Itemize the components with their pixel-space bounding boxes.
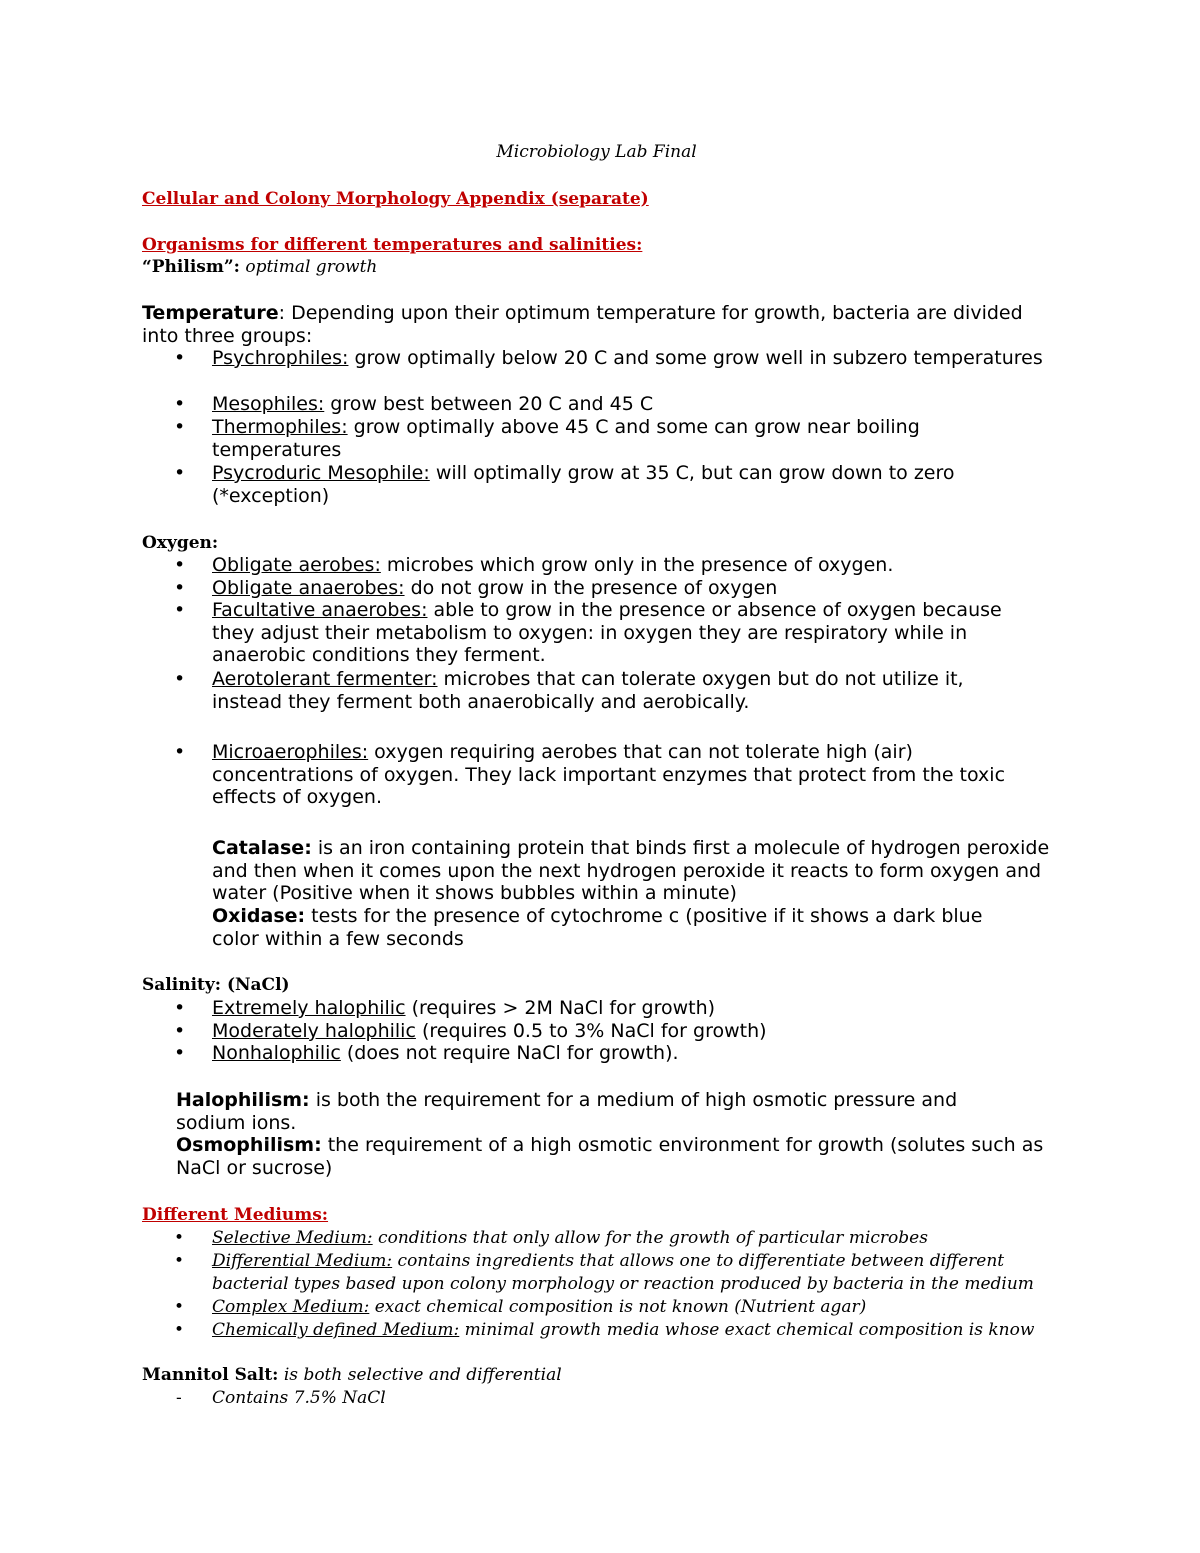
list-item: [212, 347, 1072, 370]
osmophilism-text: the requirement of a high osmotic environment for growth (solutes such as NaCl or sucrose): [176, 1134, 1044, 1179]
mediums-heading: Different Mediums:: [142, 1205, 329, 1225]
document-title: Microbiology Lab Final: [496, 142, 697, 162]
appendix-heading: Cellular and Colony Morphology Appendix (separate): [142, 189, 649, 209]
list-item-term: Thermophiles:: [212, 416, 348, 438]
temperature-label: Temperature: [142, 302, 279, 324]
list-item: [212, 1250, 1042, 1296]
temperature-intro: [142, 302, 1062, 347]
bullet-icon: •: [174, 1020, 186, 1042]
list-item-term: Facultative anaerobes:: [212, 599, 428, 621]
mannitol-dash: -: [176, 1388, 182, 1408]
list-item-text: (does not require NaCl for growth).: [340, 1042, 679, 1064]
list-item-term: Complex Medium:: [212, 1297, 370, 1317]
bullet-icon: •: [174, 1228, 185, 1248]
list-item-term: Microaerophiles:: [212, 741, 369, 763]
list-item-text: microbes which grow only in the presence of oxygen.: [380, 554, 894, 576]
temperature-intro-text: : Depending upon their optimum temperature for growth, bacteria are divided into three groups:: [142, 302, 1023, 347]
bullet-icon: •: [174, 1320, 185, 1340]
list-item-term: Obligate anaerobes:: [212, 577, 405, 599]
bullet-icon: •: [174, 462, 186, 484]
catalase-paragraph: [212, 837, 1052, 905]
mannitol-sub-item: Contains 7.5% NaCl: [212, 1388, 386, 1408]
list-item: [212, 1296, 1072, 1319]
bullet-icon: •: [174, 347, 186, 369]
list-item-text: conditions that only allow for the growth of particular microbes: [372, 1228, 928, 1248]
list-item-text: exact chemical composition is not known (Nutrient agar): [369, 1297, 867, 1317]
mannitol-line: [142, 1365, 562, 1385]
list-item-text: will optimally grow at 35 C, but can grow down to zero (*exception): [212, 462, 955, 507]
oxidase-text: tests for the presence of cytochrome c (positive if it shows a dark blue color within a few seconds: [212, 905, 983, 950]
halophilism-label: Halophilism:: [176, 1089, 310, 1111]
list-item-term: Moderately halophilic: [212, 1020, 416, 1042]
list-item: [212, 1042, 1072, 1065]
bullet-icon: •: [174, 393, 186, 415]
list-item-text: oxygen requiring aerobes that can not tolerate high (air) concentrations of oxygen. They lack important enzymes that protect from the toxic effects of oxygen.: [212, 741, 1006, 809]
oxidase-label: Oxidase:: [212, 905, 306, 927]
list-item-term: Psycroduric Mesophile:: [212, 462, 430, 484]
bullet-icon: •: [174, 599, 186, 621]
philism-text: optimal growth: [245, 257, 378, 277]
list-item-term: Extremely halophilic: [212, 997, 406, 1019]
list-item: [212, 1227, 1072, 1250]
list-item: [212, 462, 1012, 507]
list-item-term: Chemically defined Medium:: [212, 1320, 460, 1340]
list-item-term: Obligate aerobes:: [212, 554, 381, 576]
list-item-term: Psychrophiles:: [212, 347, 349, 369]
list-item-term: Nonhalophilic: [212, 1042, 341, 1064]
mannitol-label: Mannitol Salt:: [142, 1365, 279, 1385]
osmophilism-paragraph: [176, 1134, 1056, 1179]
list-item-text: contains ingredients that allows one to differentiate between different bacterial types based upon colony morphology or reaction produced by bacteria in the medium: [212, 1251, 1034, 1294]
philism-label: “Philism”:: [142, 257, 240, 277]
list-item-text: do not grow in the presence of oxygen: [404, 577, 778, 599]
bullet-icon: •: [174, 997, 186, 1019]
list-item: [212, 1020, 1072, 1043]
list-item: [212, 577, 1072, 600]
list-item-text: grow optimally above 45 C and some can grow near boiling temperatures: [212, 416, 920, 461]
list-item-text: (requires 0.5 to 3% NaCl for growth): [415, 1020, 767, 1042]
mannitol-text: is both selective and differential: [278, 1365, 562, 1385]
bullet-icon: •: [174, 416, 186, 438]
list-item: [212, 741, 1042, 809]
bullet-icon: •: [174, 577, 186, 599]
osmophilism-label: Osmophilism:: [176, 1134, 322, 1156]
oxidase-paragraph: [212, 905, 1022, 950]
list-item-text: (requires > 2M NaCl for growth): [405, 997, 716, 1019]
philism-line: [142, 257, 377, 277]
bullet-icon: •: [174, 668, 186, 690]
list-item-text: grow best between 20 C and 45 C: [324, 393, 654, 415]
bullet-icon: •: [174, 554, 186, 576]
list-item-term: Mesophiles:: [212, 393, 325, 415]
halophilism-text: is both the requirement for a medium of high osmotic pressure and sodium ions.: [176, 1089, 958, 1134]
catalase-label: Catalase:: [212, 837, 312, 859]
list-item: [212, 1319, 1092, 1342]
list-item-text: minimal growth media whose exact chemical composition is know: [459, 1320, 1035, 1340]
list-item-text: microbes that can tolerate oxygen but do not utilize it, instead they ferment both anaerobically and aerobically.: [212, 668, 964, 713]
catalase-text: is an iron containing protein that binds first a molecule of hydrogen peroxide and then when it comes upon the next hydrogen peroxide it reacts to form oxygen and water (Positive when it shows bubbles within a minute): [212, 837, 1050, 905]
list-item-text: able to grow in the presence or absence of oxygen because they adjust their metabolism to oxygen: in oxygen they are respiratory while in anaerobic conditions they ferment.: [212, 599, 1002, 667]
list-item-term: Aerotolerant fermenter:: [212, 668, 438, 690]
bullet-icon: •: [174, 1297, 185, 1317]
list-item: [212, 393, 1072, 416]
oxygen-heading: Oxygen:: [142, 533, 219, 553]
salinity-heading: Salinity: (NaCl): [142, 975, 290, 995]
bullet-icon: •: [174, 741, 186, 763]
halophilism-paragraph: [176, 1089, 1016, 1134]
list-item-text: grow optimally below 20 C and some grow well in subzero temperatures: [348, 347, 1043, 369]
list-item: [212, 668, 1012, 713]
list-item-term: Differential Medium:: [212, 1251, 393, 1271]
bullet-icon: •: [174, 1251, 185, 1271]
list-item: [212, 997, 1072, 1020]
list-item: [212, 599, 1042, 667]
list-item-term: Selective Medium:: [212, 1228, 373, 1248]
bullet-icon: •: [174, 1042, 186, 1064]
organisms-heading: Organisms for different temperatures and salinities:: [142, 235, 643, 255]
list-item: [212, 554, 1072, 577]
list-item: [212, 416, 992, 461]
